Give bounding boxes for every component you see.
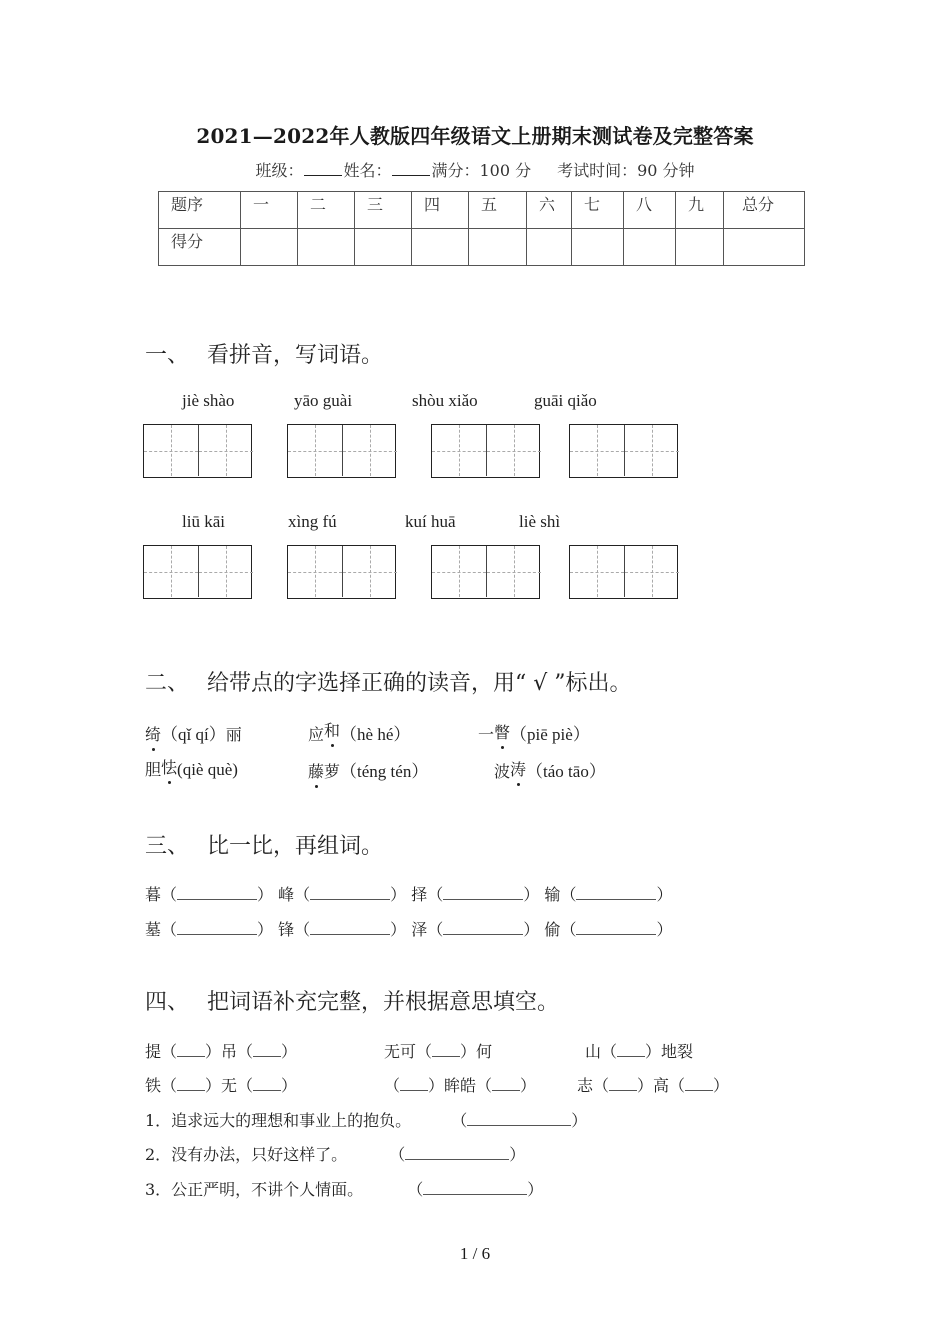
pinyin-options[interactable]: （táo tāo） — [526, 762, 606, 781]
paren: （ — [161, 920, 178, 939]
question-item — [145, 1142, 525, 1165]
score-cell[interactable] — [724, 229, 805, 266]
class-blank[interactable] — [304, 161, 342, 176]
score-table — [158, 191, 805, 266]
section-number: 二、 — [145, 671, 190, 696]
pinyin-label: shòu xiǎo — [412, 391, 478, 410]
paren: （ — [560, 885, 577, 904]
writing-grid[interactable] — [431, 424, 540, 478]
section-instruction: 看拼音，写词语。 — [207, 343, 384, 368]
idiom-part: 铁（ — [145, 1076, 178, 1095]
character: 锋 — [278, 920, 295, 939]
score-header-cell: 题序 — [159, 192, 241, 229]
character: 墓 — [145, 920, 162, 939]
page-title: 2021—2022年人教版四年级语文上册期末测试卷及完整答案 — [196, 124, 754, 148]
word-part: 一 — [478, 725, 495, 744]
question-item — [145, 1177, 543, 1200]
exam-time-label: 考试时间：90 分钟 — [557, 161, 695, 180]
score-cell[interactable] — [469, 229, 527, 266]
character: 输 — [544, 885, 561, 904]
paren: （ — [294, 885, 311, 904]
idiom-part: （ — [384, 1076, 401, 1095]
idiom-part: 提（ — [145, 1042, 178, 1061]
answer-blank[interactable] — [310, 920, 390, 935]
reading-item — [145, 720, 242, 745]
pinyin-label: yāo guài — [294, 391, 353, 410]
page-number: 1 / 6 — [459, 1244, 491, 1263]
idiom-item — [384, 1039, 492, 1062]
idiom-item — [145, 1039, 297, 1062]
idiom-part: ） — [520, 1076, 537, 1095]
idiom-part: ）地裂 — [645, 1042, 694, 1061]
pinyin-options[interactable]: (qiè què) — [177, 760, 238, 779]
question-text: 1．追求远大的理想和事业上的抱负。 — [145, 1111, 412, 1130]
word-part: 丽 — [225, 725, 242, 744]
dotted-character: 涛 — [510, 757, 526, 780]
answer-blank[interactable] — [177, 885, 257, 900]
score-cell[interactable] — [527, 229, 572, 266]
word-part: 应 — [308, 725, 325, 744]
paren: （ — [407, 1180, 424, 1199]
answer-blank[interactable] — [423, 1180, 527, 1195]
section-instruction: 比一比，再组词。 — [207, 834, 384, 859]
score-cell[interactable] — [676, 229, 724, 266]
score-table-header-row — [159, 192, 805, 229]
reading-item — [308, 757, 428, 782]
idiom-part: 无可（ — [384, 1042, 433, 1061]
answer-blank[interactable] — [310, 885, 390, 900]
dotted-character: 瞥 — [494, 720, 510, 743]
score-cell[interactable] — [241, 229, 298, 266]
idiom-part: ）无（ — [205, 1076, 254, 1095]
paren: ） — [509, 1145, 526, 1164]
idiom-blank[interactable] — [177, 1076, 205, 1091]
reading-item — [145, 757, 238, 780]
score-header-cell: 七 — [572, 192, 624, 229]
pinyin-label: xìng fú — [288, 512, 337, 531]
character: 暮 — [145, 885, 162, 904]
score-cell[interactable] — [624, 229, 676, 266]
section-3-heading — [145, 829, 383, 860]
paren: ） — [656, 885, 673, 904]
compare-row — [145, 917, 672, 940]
question-item — [145, 1108, 587, 1131]
score-header-cell: 八 — [624, 192, 676, 229]
paren: （ — [560, 920, 577, 939]
paren: （ — [161, 885, 178, 904]
idiom-part: 志（ — [577, 1076, 610, 1095]
writing-grid[interactable] — [143, 545, 252, 599]
writing-grid[interactable] — [143, 424, 252, 478]
idiom-part: ）何 — [460, 1042, 493, 1061]
name-label: 姓名： — [343, 161, 392, 180]
section-number: 一、 — [145, 343, 190, 368]
paren: （ — [427, 920, 444, 939]
section-4-heading — [145, 985, 559, 1016]
score-header-cell: 总分 — [724, 192, 805, 229]
writing-grid[interactable] — [287, 424, 396, 478]
reading-item — [308, 720, 410, 745]
idiom-part: ）高（ — [637, 1076, 686, 1095]
idiom-part: ） — [281, 1042, 298, 1061]
character: 偷 — [544, 920, 561, 939]
paren: ） — [257, 920, 274, 939]
score-header-cell: 四 — [412, 192, 469, 229]
word-part: 波 — [494, 762, 511, 781]
dotted-character: 和 — [324, 718, 340, 741]
pinyin-label: kuí huā — [405, 512, 456, 531]
answer-blank[interactable] — [443, 920, 523, 935]
score-header-cell: 六 — [527, 192, 572, 229]
section-number: 四、 — [145, 990, 190, 1015]
score-header-cell: 九 — [676, 192, 724, 229]
answer-blank[interactable] — [467, 1111, 571, 1126]
answer-blank[interactable] — [443, 885, 523, 900]
paren: ） — [571, 1111, 588, 1130]
character: 泽 — [411, 920, 428, 939]
compare-row — [145, 882, 672, 905]
paren: ） — [527, 1180, 544, 1199]
idiom-blank[interactable] — [617, 1042, 645, 1057]
score-row-label: 得分 — [159, 229, 241, 266]
score-cell[interactable] — [572, 229, 624, 266]
word-part: 萝 — [324, 762, 341, 781]
dotted-character: 藤 — [308, 759, 324, 782]
answer-blank[interactable] — [576, 920, 656, 935]
idiom-item — [577, 1073, 729, 1096]
score-header-cell: 五 — [469, 192, 527, 229]
section-1-heading — [145, 338, 383, 369]
writing-grid[interactable] — [431, 545, 540, 599]
idiom-blank[interactable] — [492, 1076, 520, 1091]
paren: ） — [390, 885, 407, 904]
score-header-cell: 二 — [298, 192, 355, 229]
idiom-item — [384, 1073, 536, 1096]
pinyin-label: liū kāi — [182, 512, 225, 531]
idiom-blank[interactable] — [400, 1076, 428, 1091]
answer-blank[interactable] — [405, 1145, 509, 1160]
answer-blank[interactable] — [177, 920, 257, 935]
pinyin-label: guāi qiǎo — [534, 391, 597, 410]
pinyin-options[interactable]: （piē piè） — [510, 725, 590, 744]
full-score-label: 满分：100 分 — [431, 161, 532, 180]
idiom-blank[interactable] — [253, 1042, 281, 1057]
idiom-blank[interactable] — [609, 1076, 637, 1091]
pinyin-label: jiè shào — [182, 391, 235, 410]
question-text: 3．公正严明，不讲个人情面。 — [145, 1180, 364, 1199]
paren: ） — [257, 885, 274, 904]
word-part: 胆 — [145, 760, 162, 779]
dotted-character: 怯 — [161, 755, 177, 778]
score-cell[interactable] — [355, 229, 412, 266]
idiom-blank[interactable] — [177, 1042, 205, 1057]
idiom-part: ） — [713, 1076, 730, 1095]
paren: ） — [390, 920, 407, 939]
score-cell[interactable] — [298, 229, 355, 266]
section-number: 三、 — [145, 834, 190, 859]
idiom-part: ）吊（ — [205, 1042, 254, 1061]
idiom-part: ） — [281, 1076, 298, 1095]
pinyin-options[interactable]: （hè hé） — [340, 725, 411, 744]
writing-grid[interactable] — [569, 545, 678, 599]
question-text: 2．没有办法，只好这样了。 — [145, 1145, 348, 1164]
score-header-cell: 一 — [241, 192, 298, 229]
score-table-score-row — [159, 229, 805, 266]
idiom-item — [585, 1039, 693, 1062]
section-2-heading — [145, 666, 632, 697]
score-cell[interactable] — [412, 229, 469, 266]
answer-blank[interactable] — [576, 885, 656, 900]
paren: （ — [427, 885, 444, 904]
class-label: 班级： — [255, 161, 304, 180]
idiom-part: ）眸皓（ — [428, 1076, 493, 1095]
writing-grid[interactable] — [287, 545, 396, 599]
section-instruction: 给带点的字选择正确的读音，用“ √ ”标出。 — [207, 671, 632, 696]
idiom-blank[interactable] — [253, 1076, 281, 1091]
pinyin-options[interactable]: （téng tén） — [340, 762, 429, 781]
pinyin-options[interactable]: （qǐ qí） — [161, 725, 226, 744]
idiom-item — [145, 1073, 297, 1096]
exam-info — [0, 158, 950, 181]
character: 择 — [411, 885, 428, 904]
writing-grid[interactable] — [569, 424, 678, 478]
paren: ） — [523, 885, 540, 904]
reading-item — [478, 720, 590, 745]
section-instruction: 把词语补充完整，并根据意思填空。 — [207, 990, 560, 1015]
name-blank[interactable] — [392, 161, 430, 176]
idiom-part: 山（ — [585, 1042, 618, 1061]
reading-item — [494, 757, 606, 782]
paren: （ — [389, 1145, 406, 1164]
character: 峰 — [278, 885, 295, 904]
dotted-character: 绮 — [145, 722, 161, 745]
paren: （ — [451, 1111, 468, 1130]
score-header-cell: 三 — [355, 192, 412, 229]
pinyin-label: liè shì — [519, 512, 561, 531]
paren: （ — [294, 920, 311, 939]
paren: ） — [656, 920, 673, 939]
idiom-blank[interactable] — [432, 1042, 460, 1057]
paren: ） — [523, 920, 540, 939]
idiom-blank[interactable] — [685, 1076, 713, 1091]
